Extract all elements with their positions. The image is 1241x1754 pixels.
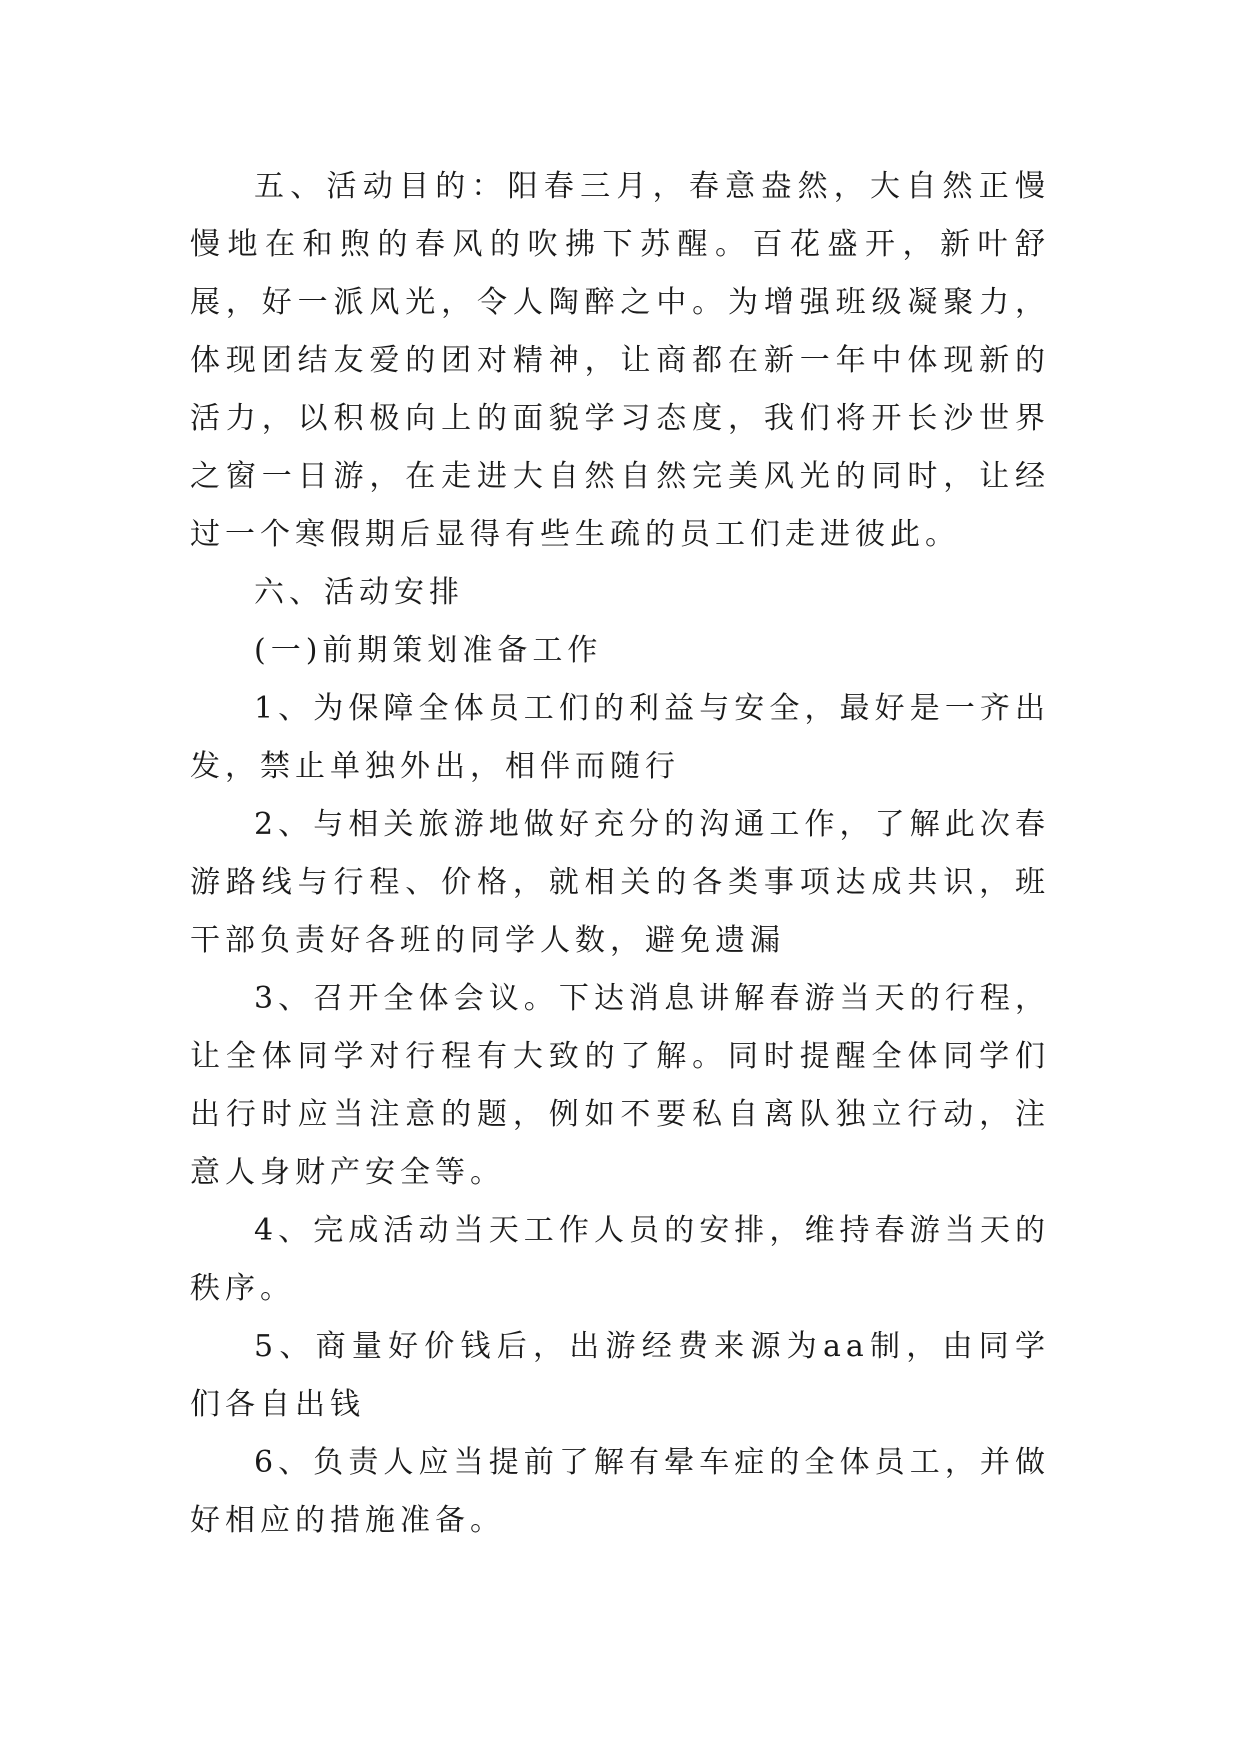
document-body xyxy=(190,158,1050,1550)
paragraph-item-3: 3、召开全体会议。下达消息讲解春游当天的行程，让全体同学对行程有大致的了解。同时提醒全体同学们出行时应当注意的题，例如不要私自离队独立行动，注意人身财产安全等。 xyxy=(190,981,1050,1190)
paragraph-item-4: 4、完成活动当天工作人员的安排，维持春游当天的秩序。 xyxy=(190,1213,1050,1306)
paragraph-item-1: 1、为保障全体员工们的利益与安全，最好是一齐出发，禁止单独外出，相伴而随行 xyxy=(190,691,1050,784)
paragraph-item-5: 5、商量好价钱后，出游经费来源为aa制，由同学们各自出钱 xyxy=(190,1329,1050,1422)
heading-activity-arrangement: 六、活动安排 xyxy=(254,575,464,610)
paragraph-item-2: 2、与相关旅游地做好充分的沟通工作，了解此次春游路线与行程、价格，就相关的各类事项达成共识，班干部负责好各班的同学人数，避免遗漏 xyxy=(190,807,1050,958)
paragraph-purpose: 五、活动目的：阳春三月，春意盎然，大自然正慢慢地在和煦的春风的吹拂下苏醒。百花盛开，新叶舒展，好一派风光，令人陶醉之中。为增强班级凝聚力，体现团结友爱的团对精神，让商都在新一年中体现新的活力，以积极向上的面貌学习态度，我们将开长沙世界之窗一日游，在走进大自然自然完美风光的同时，让经过一个寒假期后显得有些生疏的员工们走进彼此。 xyxy=(190,169,1050,552)
paragraph-item-6: 6、负责人应当提前了解有晕车症的全体员工，并做好相应的措施准备。 xyxy=(190,1445,1050,1538)
heading-preparation: (一)前期策划准备工作 xyxy=(254,633,603,668)
